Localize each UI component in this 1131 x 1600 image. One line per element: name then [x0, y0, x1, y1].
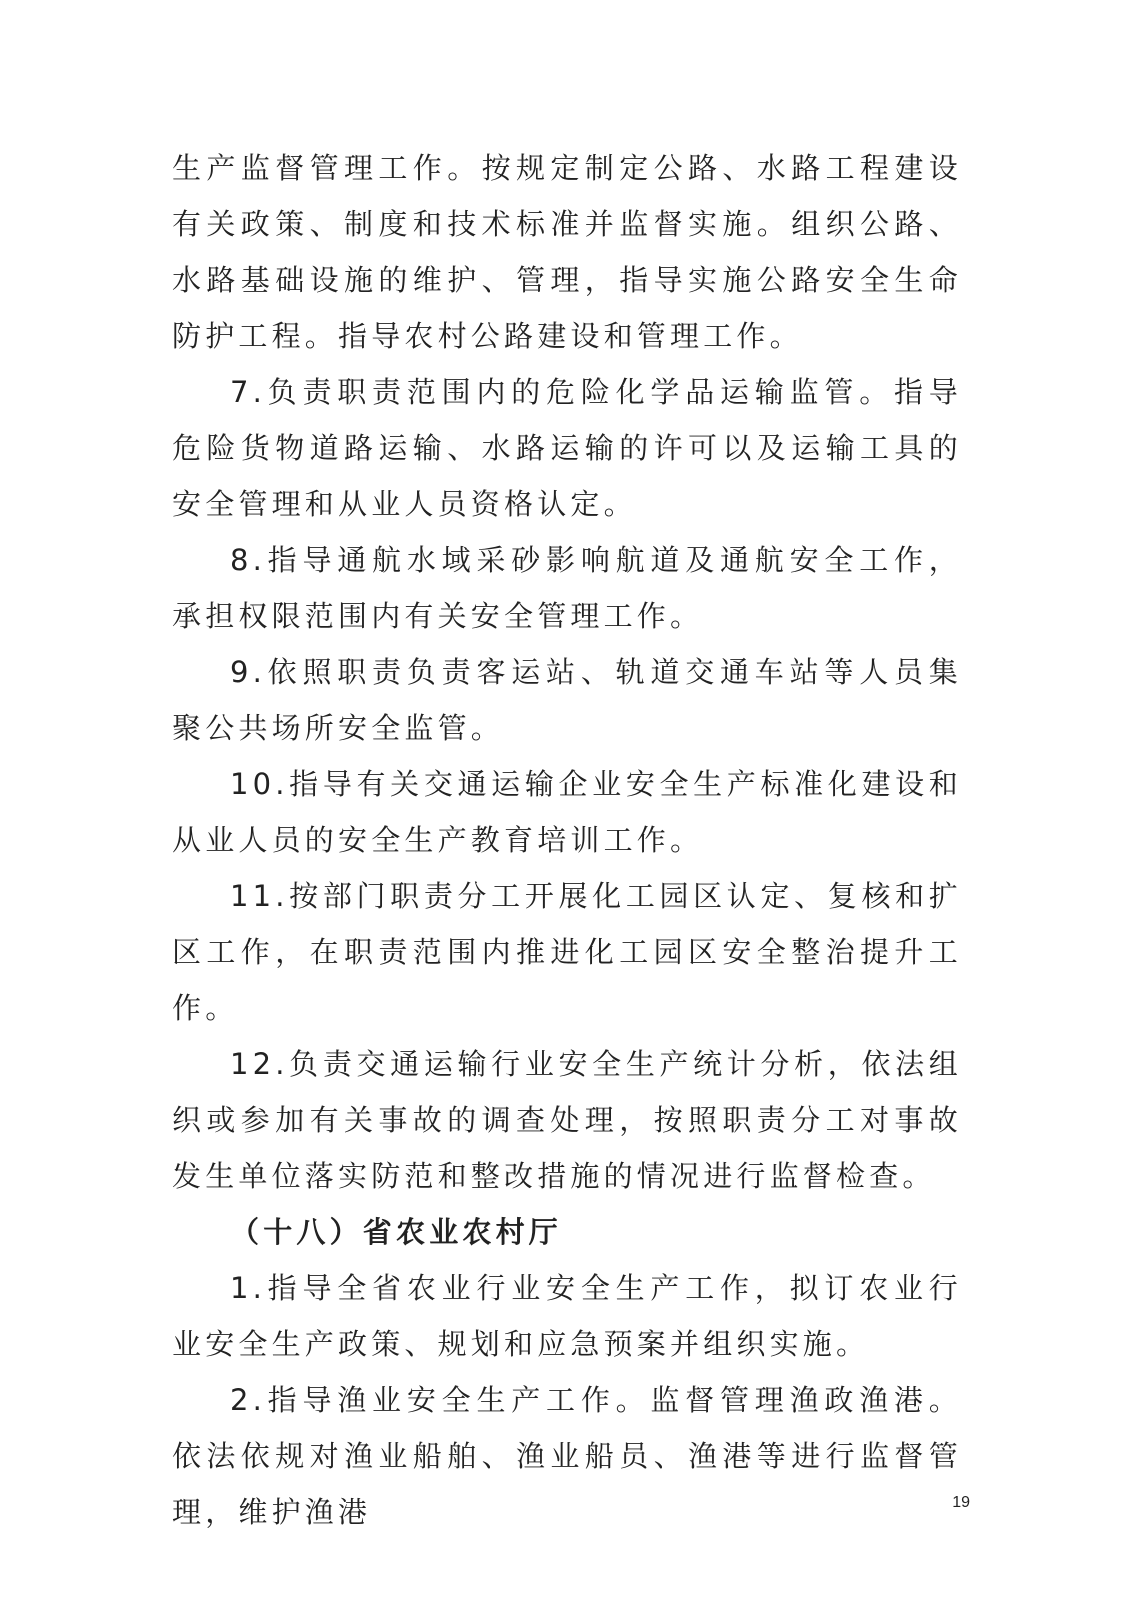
paragraph-item-9: 9.依照职责负责客运站、轨道交通车站等人员集聚公共场所安全监管。 — [172, 655, 962, 745]
paragraph-item-10: 10.指导有关交通运输企业安全生产标准化建设和从业人员的安全生产教育培训工作。 — [172, 767, 962, 857]
section-heading: （十八）省农业农村厅 — [230, 1215, 563, 1249]
paragraph-item-11: 11.按部门职责分工开展化工园区认定、复核和扩区工作，在职责范围内推进化工园区安全整治提升工作。 — [172, 879, 962, 1025]
paragraph-item-8: 8.指导通航水域采砂影响航道及通航安全工作，承担权限范围内有关安全管理工作。 — [172, 543, 962, 633]
paragraph-item-7: 7.负责职责范围内的危险化学品运输监管。指导危险货物道路运输、水路运输的许可以及运输工具的安全管理和从业人员资格认定。 — [172, 375, 962, 521]
paragraph-continued: 生产监督管理工作。按规定制定公路、水路工程建设有关政策、制度和技术标准并监督实施。组织公路、水路基础设施的维护、管理，指导实施公路安全生命防护工程。指导农村公路建设和管理工作。 — [172, 151, 962, 353]
section-paragraph-item-1: 1.指导全省农业行业安全生产工作，拟订农业行业安全生产政策、规划和应急预案并组织实施。 — [172, 1271, 962, 1361]
document-body — [172, 140, 962, 1540]
paragraph-item-12: 12.负责交通运输行业安全生产统计分析，依法组织或参加有关事故的调查处理，按照职责分工对事故发生单位落实防范和整改措施的情况进行监督检查。 — [172, 1047, 962, 1193]
page-number: 19 — [952, 1494, 970, 1511]
section-paragraph-item-2: 2.指导渔业安全生产工作。监督管理渔政渔港。依法依规对渔业船舶、渔业船员、渔港等进行监督管理，维护渔港 — [172, 1383, 962, 1529]
